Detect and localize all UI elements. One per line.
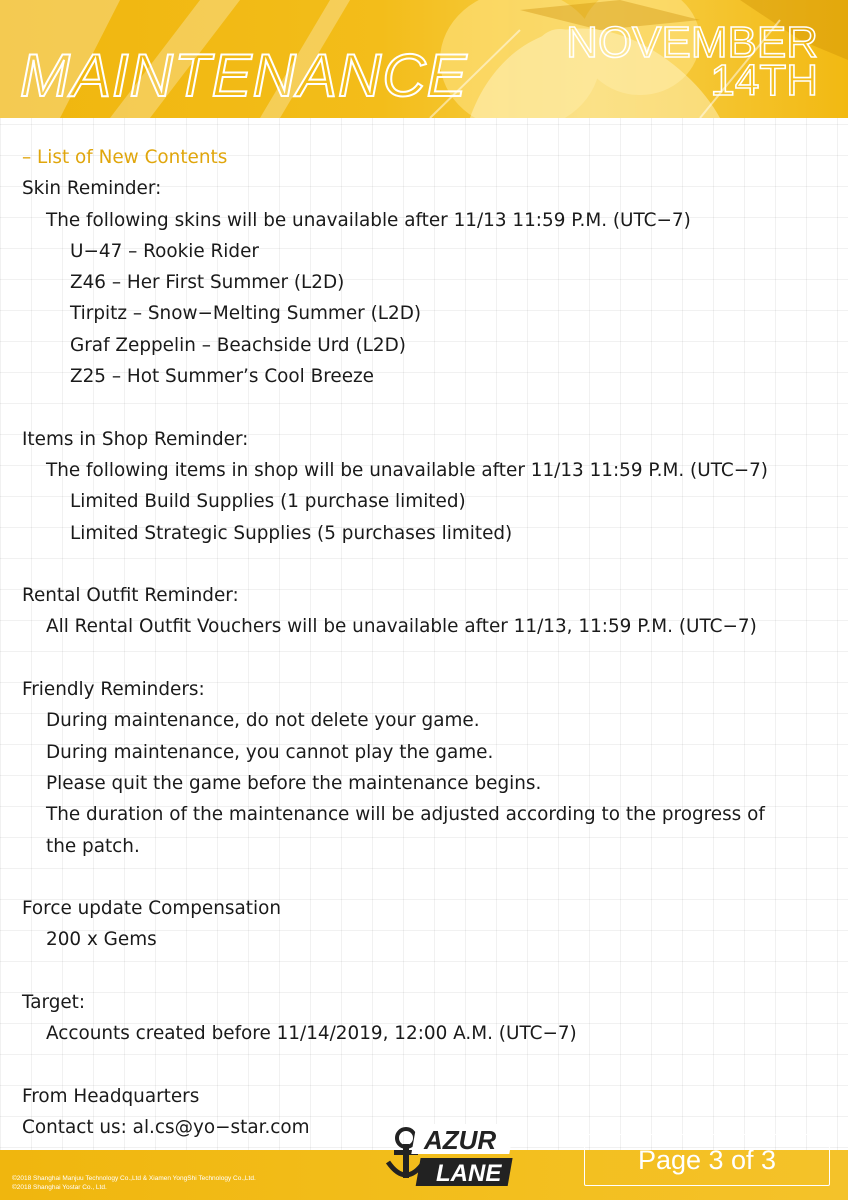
list-item: Z46 – Her First Summer (L2D) [70,272,345,294]
list-item: Tirpitz – Snow−Melting Summer (L2D) [70,303,422,325]
spacer [22,862,822,893]
spacer [22,643,822,674]
page-indicator [584,1134,830,1186]
friendly-reminders-title: Friendly Reminders: [22,679,205,701]
list-item: the patch. [46,835,140,857]
target-text: Accounts created before 11/14/2019, 12:00 A.M. (UTC−7) [46,1023,577,1045]
logo-text-top: AZUR [424,1125,497,1155]
list-item: Limited Build Supplies (1 purchase limited) [70,491,466,513]
rental-reminder-text: All Rental Outfit Vouchers will be unavailable after 11/13, 11:59 P.M. (UTC−7) [46,616,757,638]
spacer [22,956,822,987]
azur-lane-logo [380,1116,528,1192]
copyright-line: ©2018 Shanghai Manjuu Technology Co.,Ltd & Xiamen YongShi Technology Co.,Ltd. [12,1175,256,1182]
spacer [22,1050,822,1081]
compensation-title: Force update Compensation [22,898,281,920]
copyright [12,1174,256,1192]
date-day: 14TH [710,56,818,105]
spacer [22,549,822,580]
target-title: Target: [22,992,86,1014]
section-heading: – List of New Contents [22,147,228,168]
list-item: The duration of the maintenance will be adjusted according to the progress of [46,804,765,826]
compensation-text: 200 x Gems [46,929,157,951]
header-date [566,18,818,105]
page-title: MAINTENANCE [20,42,468,109]
list-item: During maintenance, do not delete your game. [46,710,480,732]
contact-line: Contact us: al.cs@yo−star.com [22,1117,310,1139]
skin-reminder-intro: The following skins will be unavailable after 11/13 11:59 P.M. (UTC−7) [46,209,691,231]
list-item: U−47 – Rookie Rider [70,240,259,262]
notice-content [22,142,822,1144]
skin-reminder-title: Skin Reminder: [22,178,162,200]
shop-reminder-intro: The following items in shop will be unavailable after 11/13 11:59 P.M. (UTC−7) [46,459,768,481]
list-item: During maintenance, you cannot play the game. [46,741,494,763]
list-item: Z25 – Hot Summer’s Cool Breeze [70,366,375,388]
list-item: Graf Zeppelin – Beachside Urd (L2D) [70,334,406,356]
logo-text-bottom: LANE [436,1160,502,1187]
page-label: Page 3 of 3 [637,1144,777,1175]
list-item: Please quit the game before the maintenance begins. [46,772,542,794]
list-item: Limited Strategic Supplies (5 purchases limited) [70,522,513,544]
shop-reminder-title: Items in Shop Reminder: [22,428,249,450]
from-line: From Headquarters [22,1085,200,1107]
spacer [22,392,822,423]
header-banner [0,0,848,118]
date-month: NOVEMBER [566,18,818,67]
rental-reminder-title: Rental Outfit Reminder: [22,585,239,607]
copyright-line: ©2018 Shanghai Yostar Co., Ltd. [12,1184,107,1191]
